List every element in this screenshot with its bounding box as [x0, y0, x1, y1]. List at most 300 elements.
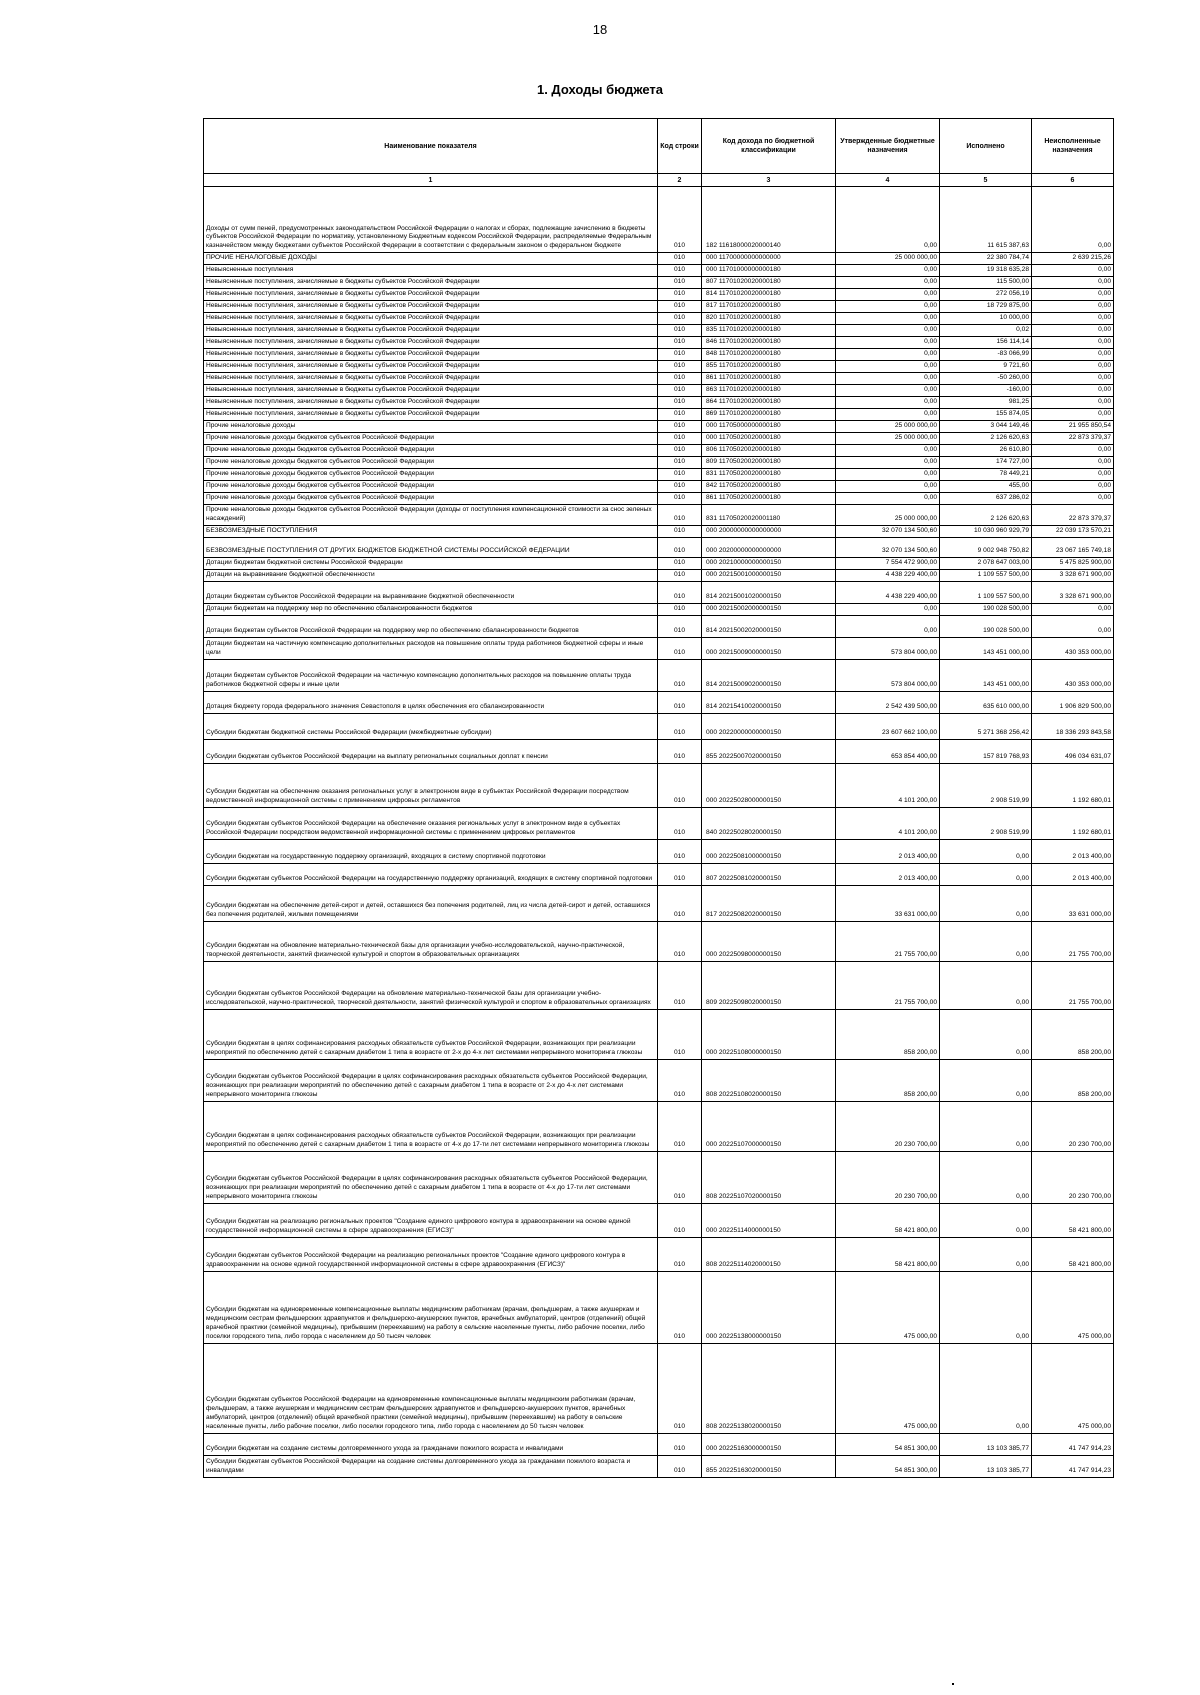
table-row	[204, 921, 1114, 961]
cell-unexecuted: 21 955 850,54	[1032, 421, 1114, 433]
table-row	[204, 409, 1114, 421]
cell-approved: 0,00	[836, 289, 940, 301]
table-row	[204, 505, 1114, 526]
cell-indicator-name: Дотации бюджетам на поддержку мер по обеспечению сбалансированности бюджетов	[204, 603, 658, 615]
cell-approved: 0,00	[836, 445, 940, 457]
cell-unexecuted: 0,00	[1032, 301, 1114, 313]
cell-classification-code: 808 20225138020000150	[702, 1343, 836, 1433]
cell-classification-code: 831 11705020020000180	[702, 469, 836, 481]
cell-classification-code: 814 20215001020000150	[702, 581, 836, 603]
cell-unexecuted: 0,00	[1032, 615, 1114, 637]
table-row	[204, 337, 1114, 349]
cell-unexecuted: 1 192 680,01	[1032, 763, 1114, 807]
cell-executed: 0,00	[940, 1151, 1032, 1203]
cell-classification-code: 869 11701020020000180	[702, 409, 836, 421]
cell-line-code: 010	[658, 265, 702, 277]
table-row	[204, 1271, 1114, 1343]
page-title: 1. Доходы бюджета	[536, 82, 664, 97]
cell-executed: 635 610 000,00	[940, 691, 1032, 713]
cell-approved: 54 851 300,00	[836, 1455, 940, 1477]
column-number: 5	[940, 174, 1032, 187]
cell-approved: 0,00	[836, 457, 940, 469]
table-body	[204, 187, 1114, 1478]
cell-indicator-name: Невыясненные поступления, зачисляемые в бюджеты субъектов Российской Федерации	[204, 349, 658, 361]
cell-classification-code: 000 11700000000000000	[702, 253, 836, 265]
cell-approved: 4 101 200,00	[836, 763, 940, 807]
cell-unexecuted: 0,00	[1032, 457, 1114, 469]
cell-unexecuted: 0,00	[1032, 289, 1114, 301]
cell-classification-code: 000 20225114000000150	[702, 1203, 836, 1237]
cell-unexecuted: 0,00	[1032, 603, 1114, 615]
cell-unexecuted: 58 421 800,00	[1032, 1203, 1114, 1237]
table-row	[204, 637, 1114, 659]
cell-executed: 1 109 557 500,00	[940, 569, 1032, 581]
cell-line-code: 010	[658, 691, 702, 713]
cell-unexecuted: 18 336 293 843,58	[1032, 713, 1114, 739]
cell-line-code: 010	[658, 421, 702, 433]
cell-unexecuted: 22 039 173 570,21	[1032, 525, 1114, 537]
cell-unexecuted: 0,00	[1032, 325, 1114, 337]
cell-classification-code: 000 11701000000000180	[702, 265, 836, 277]
cell-line-code: 010	[658, 433, 702, 445]
cell-unexecuted: 2 013 400,00	[1032, 863, 1114, 885]
header-indicator-name: Наименование показателя	[204, 119, 658, 174]
cell-classification-code: 806 11705020020000180	[702, 445, 836, 457]
cell-classification-code: 000 11705000000000180	[702, 421, 836, 433]
cell-indicator-name: Субсидии бюджетам в целях софинансирования расходных обязательств субъектов Российской Федерации, возникающих при реализации мероприятий по обеспечению детей с сахарным диабетом 1 типа в возрасте от 4-х до 17-ти лет системами непрерывного мониторинга глюкозы	[204, 1101, 658, 1151]
cell-executed: 174 727,00	[940, 457, 1032, 469]
cell-classification-code: 855 11701020020000180	[702, 361, 836, 373]
table-row	[204, 265, 1114, 277]
cell-unexecuted: 0,00	[1032, 385, 1114, 397]
table-row	[204, 839, 1114, 863]
cell-classification-code: 000 20215009000000150	[702, 637, 836, 659]
cell-unexecuted: 3 328 671 900,00	[1032, 569, 1114, 581]
cell-approved: 0,00	[836, 603, 940, 615]
cell-classification-code: 855 20225007020000150	[702, 739, 836, 763]
column-number: 1	[204, 174, 658, 187]
cell-indicator-name: Субсидии бюджетам субъектов Российской Федерации в целях софинансирования расходных обязательств субъектов Российской Федерации, возникающих при реализации мероприятий по обеспечению детей с сахарным диабетом 1 типа в возрасте от 4-х до 17-ти лет системами непрерывного мониторинга глюкозы	[204, 1151, 658, 1203]
cell-approved: 4 438 229 400,00	[836, 581, 940, 603]
cell-line-code: 010	[658, 253, 702, 265]
cell-indicator-name: БЕЗВОЗМЕЗДНЫЕ ПОСТУПЛЕНИЯ ОТ ДРУГИХ БЮДЖЕТОВ БЮДЖЕТНОЙ СИСТЕМЫ РОССИЙСКОЙ ФЕДЕРАЦИИ	[204, 537, 658, 557]
cell-approved: 0,00	[836, 349, 940, 361]
cell-executed: 11 615 387,63	[940, 187, 1032, 253]
table-row	[204, 1237, 1114, 1271]
cell-executed: 2 078 647 003,00	[940, 557, 1032, 569]
cell-classification-code: 809 20225098020000150	[702, 961, 836, 1009]
cell-classification-code: 817 11701020020000180	[702, 301, 836, 313]
table-row	[204, 1151, 1114, 1203]
header-unexecuted-appropriations: Неисполненные назначения	[1032, 119, 1114, 174]
column-number: 6	[1032, 174, 1114, 187]
cell-classification-code: 863 11701020020000180	[702, 385, 836, 397]
cell-executed: 272 056,19	[940, 289, 1032, 301]
budget-revenue-table	[203, 118, 1114, 1478]
cell-classification-code: 000 20210000000000150	[702, 557, 836, 569]
cell-indicator-name: Субсидии бюджетам субъектов Российской Федерации на государственную поддержку организаций, входящих в систему спортивной подготовки	[204, 863, 658, 885]
cell-approved: 2 013 400,00	[836, 863, 940, 885]
cell-indicator-name: Невыясненные поступления, зачисляемые в бюджеты субъектов Российской Федерации	[204, 409, 658, 421]
cell-unexecuted: 22 873 379,37	[1032, 433, 1114, 445]
cell-line-code: 010	[658, 289, 702, 301]
cell-line-code: 010	[658, 493, 702, 505]
cell-indicator-name: Субсидии бюджетам на государственную поддержку организаций, входящих в систему спортивной подготовки	[204, 839, 658, 863]
cell-unexecuted: 5 475 825 900,00	[1032, 557, 1114, 569]
cell-classification-code: 808 20225107020000150	[702, 1151, 836, 1203]
cell-line-code: 010	[658, 557, 702, 569]
table-header-row	[204, 119, 1114, 174]
cell-indicator-name: Прочие неналоговые доходы бюджетов субъектов Российской Федерации (доходы от поступления компенсационной стоимости за снос зеленых насаждений)	[204, 505, 658, 526]
cell-unexecuted: 0,00	[1032, 397, 1114, 409]
column-number: 4	[836, 174, 940, 187]
cell-approved: 32 070 134 500,60	[836, 537, 940, 557]
cell-executed: 0,00	[940, 921, 1032, 961]
cell-approved: 573 804 000,00	[836, 659, 940, 691]
cell-line-code: 010	[658, 615, 702, 637]
cell-executed: 981,25	[940, 397, 1032, 409]
cell-unexecuted: 41 747 914,23	[1032, 1433, 1114, 1455]
cell-line-code: 010	[658, 763, 702, 807]
cell-unexecuted: 0,00	[1032, 445, 1114, 457]
cell-indicator-name: Прочие неналоговые доходы бюджетов субъектов Российской Федерации	[204, 481, 658, 493]
cell-indicator-name: ПРОЧИЕ НЕНАЛОГОВЫЕ ДОХОДЫ	[204, 253, 658, 265]
cell-line-code: 010	[658, 1151, 702, 1203]
cell-line-code: 010	[658, 277, 702, 289]
table-row	[204, 807, 1114, 839]
cell-unexecuted: 475 000,00	[1032, 1271, 1114, 1343]
cell-line-code: 010	[658, 337, 702, 349]
cell-classification-code: 855 20225163020000150	[702, 1455, 836, 1477]
cell-indicator-name: Субсидии бюджетам на реализацию региональных проектов "Создание единого цифрового контура в здравоохранении на основе единой государственной информационной системы в сфере здравоохранения (ЕГИСЗ)"	[204, 1203, 658, 1237]
cell-indicator-name: Дотация бюджету города федерального значения Севастополя в целях обеспечения его сбалансированности	[204, 691, 658, 713]
cell-executed: 2 126 620,63	[940, 505, 1032, 526]
cell-line-code: 010	[658, 581, 702, 603]
cell-indicator-name: Невыясненные поступления, зачисляемые в бюджеты субъектов Российской Федерации	[204, 313, 658, 325]
cell-unexecuted: 41 747 914,23	[1032, 1455, 1114, 1477]
cell-approved: 4 438 229 400,00	[836, 569, 940, 581]
cell-classification-code: 814 11701020020000180	[702, 289, 836, 301]
cell-classification-code: 861 11705020020000180	[702, 493, 836, 505]
cell-approved: 0,00	[836, 397, 940, 409]
cell-approved: 858 200,00	[836, 1059, 940, 1101]
cell-executed: 13 103 385,77	[940, 1433, 1032, 1455]
cell-classification-code: 807 20225081020000150	[702, 863, 836, 885]
cell-line-code: 010	[658, 885, 702, 921]
cell-executed: 13 103 385,77	[940, 1455, 1032, 1477]
header-approved-appropriations: Утвержденные бюджетные назначения	[836, 119, 940, 174]
cell-indicator-name: Невыясненные поступления	[204, 265, 658, 277]
table-row	[204, 961, 1114, 1009]
cell-unexecuted: 0,00	[1032, 313, 1114, 325]
table-row	[204, 187, 1114, 253]
cell-line-code: 010	[658, 373, 702, 385]
cell-approved: 475 000,00	[836, 1271, 940, 1343]
table-row	[204, 313, 1114, 325]
cell-unexecuted: 0,00	[1032, 349, 1114, 361]
cell-approved: 0,00	[836, 373, 940, 385]
cell-approved: 0,00	[836, 325, 940, 337]
cell-unexecuted: 0,00	[1032, 493, 1114, 505]
cell-executed: 0,00	[940, 885, 1032, 921]
cell-unexecuted: 0,00	[1032, 277, 1114, 289]
cell-unexecuted: 2 013 400,00	[1032, 839, 1114, 863]
cell-approved: 58 421 800,00	[836, 1237, 940, 1271]
cell-classification-code: 000 20225108000000150	[702, 1009, 836, 1059]
cell-approved: 653 854 400,00	[836, 739, 940, 763]
cell-executed: -160,00	[940, 385, 1032, 397]
cell-line-code: 010	[658, 301, 702, 313]
cell-unexecuted: 33 631 000,00	[1032, 885, 1114, 921]
cell-approved: 0,00	[836, 481, 940, 493]
cell-unexecuted: 430 353 000,00	[1032, 659, 1114, 691]
cell-executed: 1 109 557 500,00	[940, 581, 1032, 603]
cell-executed: 0,00	[940, 1059, 1032, 1101]
cell-classification-code: 000 11705020020000180	[702, 433, 836, 445]
cell-approved: 0,00	[836, 361, 940, 373]
cell-line-code: 010	[658, 187, 702, 253]
cell-approved: 0,00	[836, 277, 940, 289]
cell-executed: 10 000,00	[940, 313, 1032, 325]
cell-unexecuted: 430 353 000,00	[1032, 637, 1114, 659]
cell-executed: 115 500,00	[940, 277, 1032, 289]
cell-classification-code: 861 11701020020000180	[702, 373, 836, 385]
table-row	[204, 301, 1114, 313]
table-row	[204, 659, 1114, 691]
cell-indicator-name: Дотации бюджетам субъектов Российской Федерации на частичную компенсацию дополнительных расходов на повышение оплаты труда работников бюджетной сферы и иные цели	[204, 659, 658, 691]
cell-classification-code: 807 11701020020000180	[702, 277, 836, 289]
cell-classification-code: 000 20225028000000150	[702, 763, 836, 807]
table-row	[204, 1009, 1114, 1059]
cell-unexecuted: 20 230 700,00	[1032, 1101, 1114, 1151]
cell-classification-code: 831 11705020020001180	[702, 505, 836, 526]
cell-indicator-name: Субсидии бюджетам субъектов Российской Федерации на единовременные компенсационные выплаты медицинским работникам (врачам, фельдшерам, а также акушеркам и медицинским сестрам фельдшерских здравпунктов и фельдшерско-акушерских пунктов, врачебных амбулаторий, центров (отделений) общей врачебной практики (семейной медицины), прибывшим (переехавшим) на работу в сельские населенные пункты, либо рабочие поселки, либо поселки городского типа, либо города с населением до 50 тысяч человек	[204, 1343, 658, 1433]
cell-approved: 0,00	[836, 409, 940, 421]
cell-indicator-name: Субсидии бюджетам субъектов Российской Федерации на создание системы долговременного ухода за гражданами пожилого возраста и инвалидами	[204, 1455, 658, 1477]
cell-executed: 5 271 368 256,42	[940, 713, 1032, 739]
cell-executed: 157 819 768,93	[940, 739, 1032, 763]
cell-executed: 3 044 149,46	[940, 421, 1032, 433]
cell-indicator-name: Дотации бюджетам на частичную компенсацию дополнительных расходов на повышение оплаты труда работников бюджетной сферы и иные цели	[204, 637, 658, 659]
cell-approved: 858 200,00	[836, 1009, 940, 1059]
cell-executed: 156 114,14	[940, 337, 1032, 349]
table-row	[204, 481, 1114, 493]
table-row	[204, 1455, 1114, 1477]
cell-approved: 58 421 800,00	[836, 1203, 940, 1237]
cell-indicator-name: Невыясненные поступления, зачисляемые в бюджеты субъектов Российской Федерации	[204, 301, 658, 313]
cell-executed: 0,00	[940, 1237, 1032, 1271]
cell-classification-code: 000 20225163000000150	[702, 1433, 836, 1455]
cell-line-code: 010	[658, 445, 702, 457]
table-row	[204, 1203, 1114, 1237]
cell-executed: 18 729 875,00	[940, 301, 1032, 313]
cell-indicator-name: Субсидии бюджетам на обеспечение детей-сирот и детей, оставшихся без попечения родителей, лиц из числа детей-сирот и детей, оставшихся без попечения родителей, жилыми помещениями	[204, 885, 658, 921]
cell-indicator-name: Невыясненные поступления, зачисляемые в бюджеты субъектов Российской Федерации	[204, 361, 658, 373]
cell-indicator-name: Субсидии бюджетам на обеспечение оказания региональных услуг в электронном виде в субъектах Российской Федерации посредством ведомственной информационной системы с применением цифровых регламентов	[204, 763, 658, 807]
table-row	[204, 373, 1114, 385]
cell-indicator-name: Прочие неналоговые доходы бюджетов субъектов Российской Федерации	[204, 493, 658, 505]
header-executed: Исполнено	[940, 119, 1032, 174]
cell-unexecuted: 22 873 379,37	[1032, 505, 1114, 526]
table-row	[204, 325, 1114, 337]
header-budget-classification-code: Код дохода по бюджетной классификации	[702, 119, 836, 174]
cell-line-code: 010	[658, 397, 702, 409]
cell-classification-code: 808 20225114020000150	[702, 1237, 836, 1271]
cell-classification-code: 817 20225082020000150	[702, 885, 836, 921]
cell-line-code: 010	[658, 637, 702, 659]
cell-unexecuted: 496 034 631,07	[1032, 739, 1114, 763]
column-number: 3	[702, 174, 836, 187]
cell-executed: 26 610,80	[940, 445, 1032, 457]
cell-approved: 54 851 300,00	[836, 1433, 940, 1455]
scan-speck	[952, 1683, 954, 1685]
cell-unexecuted: 1 192 680,01	[1032, 807, 1114, 839]
cell-classification-code: 000 20220000000000150	[702, 713, 836, 739]
cell-classification-code: 846 11701020020000180	[702, 337, 836, 349]
cell-classification-code: 000 20225107000000150	[702, 1101, 836, 1151]
cell-executed: -83 066,99	[940, 349, 1032, 361]
cell-unexecuted: 1 906 829 500,00	[1032, 691, 1114, 713]
table-row	[204, 349, 1114, 361]
cell-line-code: 010	[658, 525, 702, 537]
cell-line-code: 010	[658, 469, 702, 481]
cell-unexecuted: 2 639 215,26	[1032, 253, 1114, 265]
cell-unexecuted: 0,00	[1032, 361, 1114, 373]
cell-executed: 78 449,21	[940, 469, 1032, 481]
cell-indicator-name: Прочие неналоговые доходы	[204, 421, 658, 433]
table-row	[204, 469, 1114, 481]
cell-approved: 21 755 700,00	[836, 921, 940, 961]
cell-approved: 4 101 200,00	[836, 807, 940, 839]
cell-classification-code: 000 20000000000000000	[702, 525, 836, 537]
table-row	[204, 253, 1114, 265]
cell-executed: 2 126 620,63	[940, 433, 1032, 445]
cell-approved: 573 804 000,00	[836, 637, 940, 659]
cell-approved: 21 755 700,00	[836, 961, 940, 1009]
cell-unexecuted: 0,00	[1032, 337, 1114, 349]
table-row	[204, 1059, 1114, 1101]
table-row	[204, 289, 1114, 301]
cell-indicator-name: Невыясненные поступления, зачисляемые в бюджеты субъектов Российской Федерации	[204, 277, 658, 289]
table-row	[204, 361, 1114, 373]
cell-classification-code: 000 20225138000000150	[702, 1271, 836, 1343]
cell-unexecuted: 475 000,00	[1032, 1343, 1114, 1433]
cell-line-code: 010	[658, 1059, 702, 1101]
cell-line-code: 010	[658, 409, 702, 421]
table-row	[204, 1101, 1114, 1151]
cell-executed: 0,00	[940, 961, 1032, 1009]
cell-indicator-name: Субсидии бюджетам субъектов Российской Федерации на обеспечение оказания региональных услуг в электронном виде в субъектах Российской Федерации посредством ведомственной информационной системы с применением цифровых регламентов	[204, 807, 658, 839]
cell-classification-code: 000 20225098000000150	[702, 921, 836, 961]
cell-line-code: 010	[658, 603, 702, 615]
table-row	[204, 433, 1114, 445]
cell-executed: 19 318 635,28	[940, 265, 1032, 277]
cell-line-code: 010	[658, 1101, 702, 1151]
cell-line-code: 010	[658, 385, 702, 397]
cell-approved: 0,00	[836, 187, 940, 253]
cell-unexecuted: 20 230 700,00	[1032, 1151, 1114, 1203]
table-row	[204, 385, 1114, 397]
cell-indicator-name: Невыясненные поступления, зачисляемые в бюджеты субъектов Российской Федерации	[204, 373, 658, 385]
table-row	[204, 537, 1114, 557]
cell-unexecuted: 21 755 700,00	[1032, 921, 1114, 961]
cell-approved: 33 631 000,00	[836, 885, 940, 921]
cell-approved: 32 070 134 500,60	[836, 525, 940, 537]
cell-unexecuted: 858 200,00	[1032, 1059, 1114, 1101]
cell-approved: 25 000 000,00	[836, 253, 940, 265]
cell-indicator-name: Субсидии бюджетам субъектов Российской Федерации на выплату региональных социальных доплат к пенсии	[204, 739, 658, 763]
cell-line-code: 010	[658, 1203, 702, 1237]
cell-indicator-name: Невыясненные поступления, зачисляемые в бюджеты субъектов Российской Федерации	[204, 337, 658, 349]
cell-classification-code: 864 11701020020000180	[702, 397, 836, 409]
cell-approved: 23 607 662 100,00	[836, 713, 940, 739]
cell-classification-code: 848 11701020020000180	[702, 349, 836, 361]
cell-classification-code: 820 11701020020000180	[702, 313, 836, 325]
cell-indicator-name: Дотации на выравнивание бюджетной обеспеченности	[204, 569, 658, 581]
cell-executed: 0,00	[940, 1009, 1032, 1059]
table-row	[204, 863, 1114, 885]
cell-approved: 0,00	[836, 493, 940, 505]
cell-classification-code: 000 20215001000000150	[702, 569, 836, 581]
cell-indicator-name: Прочие неналоговые доходы бюджетов субъектов Российской Федерации	[204, 469, 658, 481]
cell-line-code: 010	[658, 739, 702, 763]
table-row	[204, 557, 1114, 569]
cell-line-code: 010	[658, 537, 702, 557]
cell-line-code: 010	[658, 569, 702, 581]
cell-classification-code: 842 11705020020000180	[702, 481, 836, 493]
cell-executed: 9 721,60	[940, 361, 1032, 373]
cell-executed: 22 380 784,74	[940, 253, 1032, 265]
cell-approved: 0,00	[836, 385, 940, 397]
cell-line-code: 010	[658, 1343, 702, 1433]
page-number: 18	[592, 22, 608, 37]
cell-unexecuted: 0,00	[1032, 265, 1114, 277]
cell-indicator-name: Субсидии бюджетам в целях софинансирования расходных обязательств субъектов Российской Федерации, возникающих при реализации мероприятий по обеспечению детей с сахарным диабетом 1 типа в возрасте от 2-х до 4-х лет системами непрерывного мониторинга глюкозы	[204, 1009, 658, 1059]
cell-executed: 0,00	[940, 1101, 1032, 1151]
cell-indicator-name: Субсидии бюджетам на обновление материально-технической базы для организации учебно-исследовательской, научно-практической, творческой деятельности, занятий физической культурой и спортом в образовательных организациях	[204, 921, 658, 961]
cell-line-code: 010	[658, 1455, 702, 1477]
cell-line-code: 010	[658, 1237, 702, 1271]
cell-executed: 2 908 519,99	[940, 807, 1032, 839]
cell-unexecuted: 3 328 671 900,00	[1032, 581, 1114, 603]
table-row	[204, 421, 1114, 433]
cell-executed: 10 030 960 929,79	[940, 525, 1032, 537]
cell-indicator-name: Невыясненные поступления, зачисляемые в бюджеты субъектов Российской Федерации	[204, 325, 658, 337]
cell-executed: 190 028 500,00	[940, 603, 1032, 615]
table-row	[204, 615, 1114, 637]
cell-indicator-name: Субсидии бюджетам субъектов Российской Федерации в целях софинансирования расходных обязательств субъектов Российской Федерации, возникающих при реализации мероприятий по обеспечению детей с сахарным диабетом 1 типа в возрасте от 2-х до 4-х лет системами непрерывного мониторинга глюкозы	[204, 1059, 658, 1101]
cell-line-code: 010	[658, 325, 702, 337]
cell-executed: 0,00	[940, 1203, 1032, 1237]
cell-line-code: 010	[658, 313, 702, 325]
cell-classification-code: 814 20215410020000150	[702, 691, 836, 713]
cell-indicator-name: Невыясненные поступления, зачисляемые в бюджеты субъектов Российской Федерации	[204, 385, 658, 397]
cell-executed: -50 260,00	[940, 373, 1032, 385]
cell-unexecuted: 0,00	[1032, 469, 1114, 481]
cell-indicator-name: Субсидии бюджетам на единовременные компенсационные выплаты медицинским работникам (врачам, фельдшерам, а также акушеркам и медицинским сестрам фельдшерских здравпунктов и фельдшерско-акушерских пунктов, врачебных амбулаторий, центров (отделений) общей врачебной практики (семейной медицины), прибывшим (переехавшим) на работу в сельские населенные пункты, либо рабочие поселки, либо поселки городского типа, либо города с населением до 50 тысяч человек	[204, 1271, 658, 1343]
table-row	[204, 493, 1114, 505]
table-row	[204, 525, 1114, 537]
cell-executed: 143 451 000,00	[940, 637, 1032, 659]
cell-approved: 25 000 000,00	[836, 433, 940, 445]
cell-executed: 143 451 000,00	[940, 659, 1032, 691]
cell-line-code: 010	[658, 457, 702, 469]
cell-executed: 0,00	[940, 863, 1032, 885]
cell-executed: 0,00	[940, 1343, 1032, 1433]
cell-executed: 2 908 519,99	[940, 763, 1032, 807]
cell-line-code: 010	[658, 1009, 702, 1059]
cell-line-code: 010	[658, 713, 702, 739]
